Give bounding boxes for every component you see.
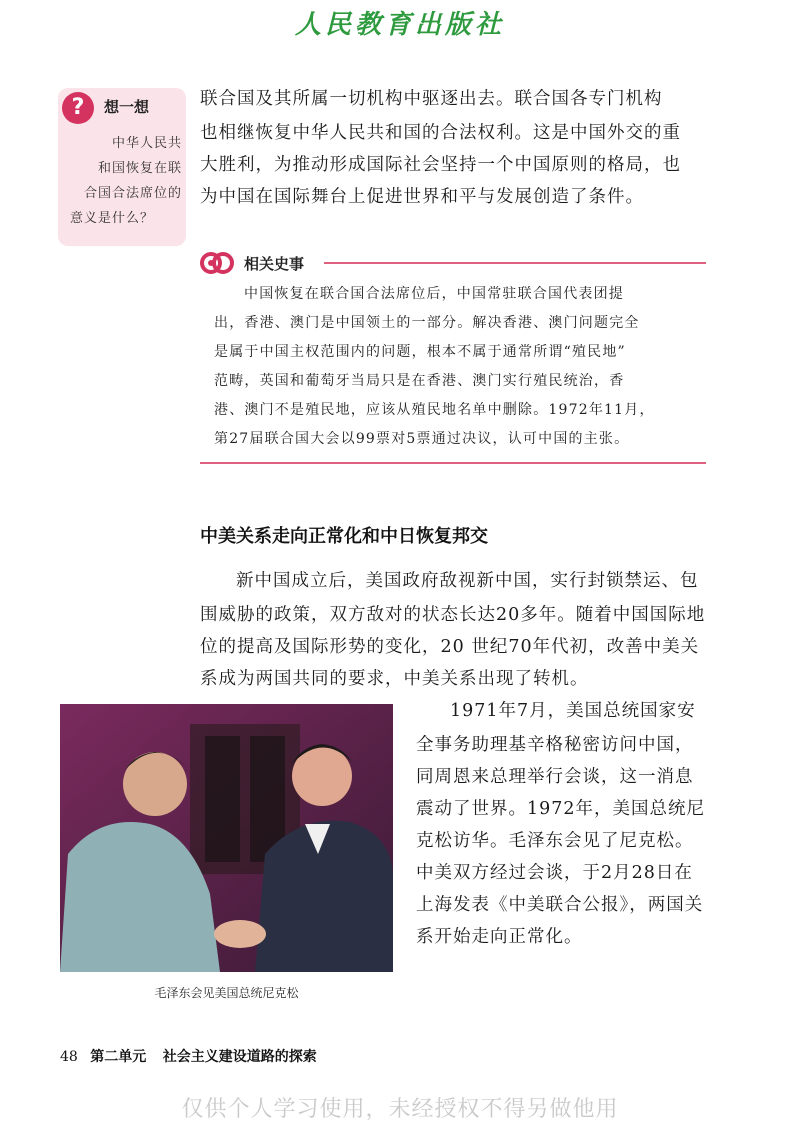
related-history-line: 中国恢复在联合国合法席位后，中国常驻联合国代表团提 xyxy=(244,286,624,302)
paragraph-line: 系成为两国共同的要求，中美关系出现了转机。 xyxy=(200,669,589,689)
paragraph-line: 全事务助理基辛格秘密访问中国， xyxy=(416,735,694,755)
divider xyxy=(324,262,706,264)
divider xyxy=(200,462,706,464)
paragraph-line: 系开始走向正常化。 xyxy=(416,927,583,947)
related-history-icon xyxy=(200,248,234,278)
related-history-line: 范畴，英国和葡萄牙当局只是在香港、澳门实行殖民统治，香 xyxy=(214,373,625,389)
paragraph-line: 位的提高及国际形势的变化，20 世纪70年代初，改善中美关 xyxy=(200,637,700,657)
related-history-title: 相关史事 xyxy=(244,255,305,273)
paragraph-line: 上海发表《中美联合公报》，两国关 xyxy=(416,895,704,915)
think-box-line: 意义是什么？ xyxy=(70,211,155,226)
paragraph-line: 新中国成立后，美国政府敌视新中国，实行封锁禁运、包 xyxy=(236,571,699,591)
think-box-line: 和国恢复在联 xyxy=(97,161,182,176)
paragraph-line: 震动了世界。1972年，美国总统尼 xyxy=(416,799,706,819)
publisher-brand: 人民教育出版社 xyxy=(294,10,505,40)
paragraph-line: 1971年7月，美国总统国家安 xyxy=(450,701,696,721)
page-number: 48 xyxy=(60,1049,78,1065)
related-history-line: 是属于中国主权范围内的问题，根本不属于通常所谓“殖民地” xyxy=(214,344,626,360)
watermark: 仅供个人学习使用，未经授权不得另做他用 xyxy=(181,1097,619,1122)
paragraph-line: 为中国在国际舞台上促进世界和平与发展创造了条件。 xyxy=(200,187,644,207)
section-title: 中美关系走向正常化和中日恢复邦交 xyxy=(200,526,488,547)
footer-chapter: 社会主义建设道路的探索 xyxy=(162,1049,317,1065)
photo-caption: 毛泽东会见美国总统尼克松 xyxy=(154,986,299,1000)
paragraph-line: 克松访华。毛泽东会见了尼克松。 xyxy=(416,831,694,851)
paragraph-line: 大胜利，为推动形成国际社会坚持一个中国原则的格局，也 xyxy=(200,155,681,175)
think-box-title: 想一想 xyxy=(104,98,150,116)
paragraph-line: 也相继恢复中华人民共和国的合法权利。这是中国外交的重 xyxy=(200,123,681,143)
think-box-line: 合国合法席位的 xyxy=(83,186,182,201)
related-history-line: 港、澳门不是殖民地，应该从殖民地名单中删除。1972年11月， xyxy=(214,402,655,418)
photo-mao-nixon xyxy=(60,704,393,972)
paragraph-line: 同周恩来总理举行会谈，这一消息 xyxy=(416,767,694,787)
question-icon: ? xyxy=(62,92,94,124)
related-history-line: 出，香港、澳门是中国领土的一部分。解决香港、澳门问题完全 xyxy=(214,315,640,331)
footer-unit: 第二单元 xyxy=(90,1049,147,1065)
related-history-line: 第27届联合国大会以99票对5票通过决议，认可中国的主张。 xyxy=(214,431,630,447)
think-box-line: 中华人民共 xyxy=(111,136,182,151)
paragraph-line: 联合国及其所属一切机构中驱逐出去。联合国各专门机构 xyxy=(200,89,663,109)
paragraph-line: 围威胁的政策，双方敌对的状态长达20多年。随着中国国际地 xyxy=(200,605,706,625)
paragraph-line: 中美双方经过会谈，于2月28日在 xyxy=(416,863,693,883)
page-footer xyxy=(60,1046,317,1066)
